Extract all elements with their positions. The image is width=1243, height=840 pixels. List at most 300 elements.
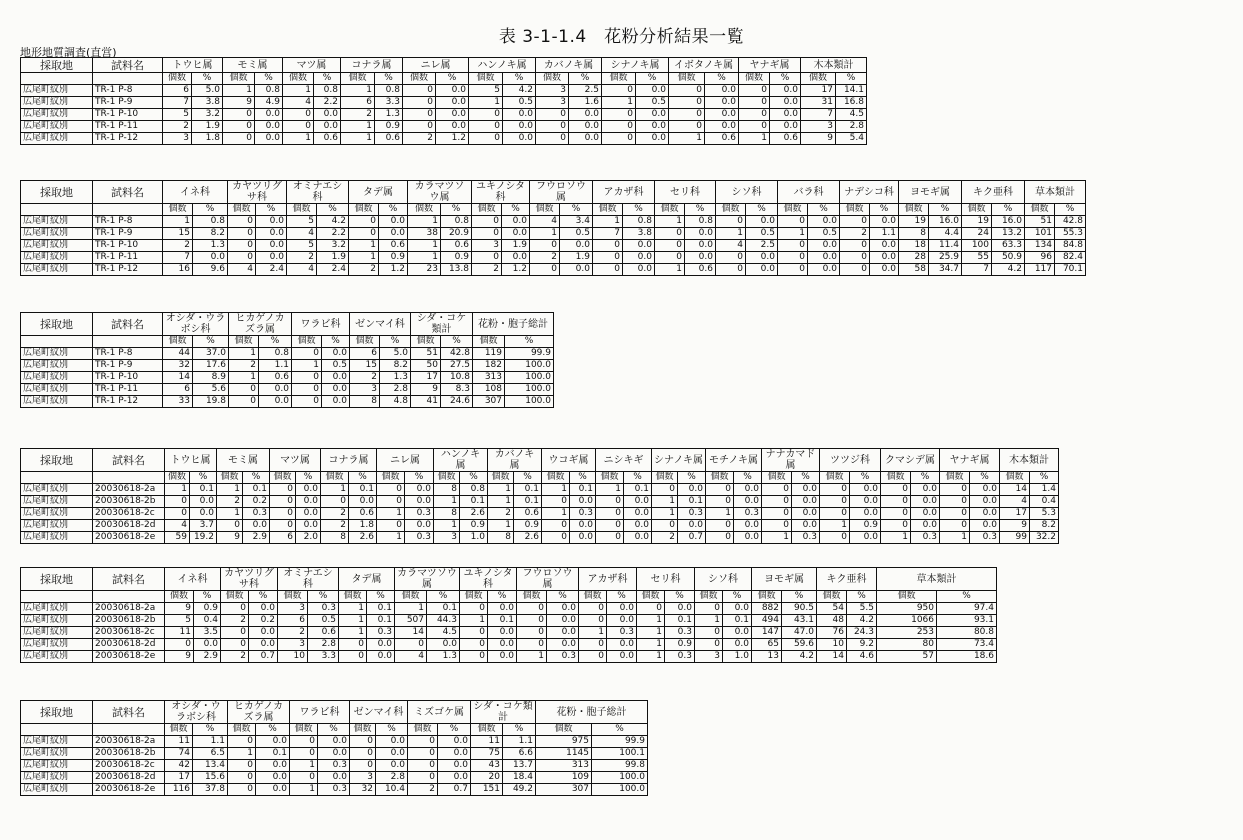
count-cell: 1 (229, 372, 259, 384)
pct-cell: 0.0 (503, 133, 536, 145)
pct-cell: 16.8 (836, 97, 867, 109)
count-cell: 0 (706, 496, 734, 508)
count-label: 個数 (817, 591, 847, 603)
pct-cell: 0.0 (256, 784, 290, 796)
sample-cell: TR-1 P-10 (93, 109, 163, 121)
count-cell: 8 (434, 508, 460, 520)
count-label: 個数 (163, 73, 192, 85)
pct-cell: 0.0 (249, 627, 278, 639)
count-cell: 1 (637, 615, 665, 627)
count-cell: 7 (962, 264, 992, 276)
count-cell: 1 (652, 508, 678, 520)
count-label: 個数 (655, 204, 685, 216)
count-label: 個数 (278, 591, 308, 603)
site-cell: 広尾町紋別 (21, 109, 93, 121)
pct-label: % (870, 204, 899, 216)
count-cell: 0 (602, 133, 636, 145)
taxon-header: ウコギ属 (542, 449, 596, 472)
count-cell: 0 (542, 532, 570, 544)
pct-cell: 0.6 (441, 240, 472, 252)
pct-cell: 25.9 (929, 252, 962, 264)
count-cell: 33 (163, 396, 193, 408)
count-cell: 0 (228, 252, 256, 264)
pct-cell: 0.1 (570, 484, 596, 496)
pct-cell: 0.0 (367, 651, 395, 663)
pct-cell: 24.6 (441, 396, 473, 408)
pct-label: % (259, 336, 292, 348)
taxon-header: シダ・コケ類計 (411, 313, 473, 336)
pct-cell: 0.0 (259, 396, 292, 408)
count-cell: 0 (228, 772, 256, 784)
taxon-header: タデ属 (339, 568, 395, 591)
pct-cell: 0.7 (249, 651, 278, 663)
pct-cell: 13.4 (193, 760, 228, 772)
count-cell: 0 (223, 121, 255, 133)
count-cell: 0 (349, 216, 379, 228)
pct-cell: 0.0 (911, 520, 940, 532)
taxon-header: ニレ属 (403, 58, 469, 73)
pct-cell: 0.0 (770, 121, 801, 133)
count-cell: 1066 (877, 615, 937, 627)
count-cell: 0 (460, 639, 488, 651)
count-cell: 0 (270, 520, 296, 532)
count-label: 個数 (1000, 472, 1030, 484)
pct-cell: 4.5 (836, 109, 867, 121)
count-label: 個数 (669, 73, 705, 85)
count-cell: 4 (287, 264, 317, 276)
count-cell: 507 (395, 615, 427, 627)
pct-cell: 0.0 (734, 532, 762, 544)
taxon-header: ヨモギ属 (752, 568, 817, 591)
taxon-header: カヤツリグサ科 (228, 181, 287, 204)
count-cell: 117 (1025, 264, 1055, 276)
site-header: 採取地 (21, 568, 93, 591)
taxon-header: シナノキ属 (652, 449, 706, 472)
pct-cell: 1.1 (193, 736, 228, 748)
count-cell: 11 (471, 736, 503, 748)
count-cell: 1 (820, 520, 850, 532)
count-cell: 0 (290, 736, 318, 748)
pct-cell: 0.9 (460, 520, 488, 532)
pct-cell: 0.1 (678, 496, 706, 508)
count-label: 個数 (221, 591, 249, 603)
pct-cell: 0.0 (970, 484, 1000, 496)
table-woody-tr1 (20, 57, 867, 145)
sample-header: 試料名 (93, 568, 165, 591)
pct-cell: 1.2 (436, 133, 469, 145)
table-row (21, 520, 1059, 532)
pct-cell: 0.0 (911, 484, 940, 496)
pct-cell: 0.0 (547, 603, 579, 615)
pct-cell: 4.6 (847, 651, 877, 663)
count-label: 個数 (341, 73, 375, 85)
pct-cell: 100.1 (592, 748, 648, 760)
count-cell: 0 (762, 484, 792, 496)
pct-cell: 0.0 (438, 736, 471, 748)
count-cell: 51 (411, 348, 441, 360)
count-label: 個数 (408, 204, 441, 216)
pct-label: % (636, 73, 669, 85)
pct-cell: 14.1 (836, 85, 867, 97)
count-cell: 0 (778, 252, 808, 264)
count-cell: 1 (655, 264, 685, 276)
pct-cell: 0.6 (685, 264, 716, 276)
count-label: 個数 (350, 336, 380, 348)
pct-cell: 49.2 (503, 784, 536, 796)
pct-cell: 0.0 (570, 532, 596, 544)
pct-cell: 0.0 (436, 121, 469, 133)
count-cell: 1 (739, 133, 770, 145)
count-cell: 2 (278, 627, 308, 639)
pct-cell: 2.8 (836, 121, 867, 133)
pct-cell: 37.8 (193, 784, 228, 796)
pct-cell: 47.0 (782, 627, 817, 639)
pct-label: % (438, 724, 471, 736)
pct-cell: 5.3 (1030, 508, 1059, 520)
count-label: 個数 (473, 336, 505, 348)
table-row (21, 384, 554, 396)
pct-cell: 32.2 (1030, 532, 1059, 544)
pct-cell: 59.6 (782, 639, 817, 651)
pct-cell: 18.4 (503, 772, 536, 784)
count-cell: 3 (434, 532, 460, 544)
count-cell: 0 (820, 496, 850, 508)
pct-cell: 0.4 (194, 615, 221, 627)
count-cell: 17 (165, 772, 193, 784)
pct-label: % (570, 472, 596, 484)
site-cell: 広尾町紋別 (21, 520, 93, 532)
count-cell: 1 (408, 216, 441, 228)
sample-cell: 20030618-2b (93, 615, 165, 627)
count-cell: 0 (706, 484, 734, 496)
pct-cell: 16.0 (992, 216, 1025, 228)
pct-cell: 10.8 (441, 372, 473, 384)
count-cell: 14 (817, 651, 847, 663)
pct-cell: 0.0 (256, 216, 287, 228)
pct-cell: 0.0 (405, 520, 434, 532)
count-cell: 0 (350, 748, 376, 760)
count-cell: 0 (652, 484, 678, 496)
pct-label: % (314, 73, 341, 85)
count-cell: 6 (341, 97, 375, 109)
sample-cell: TR-1 P-8 (93, 216, 163, 228)
count-cell: 1 (377, 508, 405, 520)
count-cell: 59 (165, 532, 190, 544)
pct-cell: 0.6 (375, 133, 403, 145)
count-cell: 0 (472, 228, 502, 240)
table-row (21, 121, 867, 133)
taxon-header: ヒカゲノカズラ属 (229, 313, 292, 336)
pct-cell: 0.1 (723, 615, 752, 627)
pct-cell: 5.6 (193, 384, 229, 396)
table-row (21, 109, 867, 121)
sample-cell: TR-1 P-12 (93, 133, 163, 145)
count-cell: 101 (1025, 228, 1055, 240)
pct-cell: 0.0 (569, 109, 602, 121)
pct-cell: 0.0 (190, 508, 217, 520)
pct-cell: 100.0 (505, 384, 554, 396)
count-label: 個数 (350, 724, 376, 736)
taxon-header: マツ属 (270, 449, 321, 472)
pct-cell: 0.0 (488, 627, 517, 639)
pct-cell: 90.5 (782, 603, 817, 615)
count-cell: 307 (536, 784, 592, 796)
pct-cell: 0.9 (665, 639, 695, 651)
count-cell: 0 (517, 639, 547, 651)
pct-cell: 0.0 (488, 651, 517, 663)
count-cell: 0 (270, 484, 296, 496)
taxon-header: カバノキ属 (536, 58, 602, 73)
count-label: 個数 (223, 73, 255, 85)
pct-cell: 0.0 (249, 603, 278, 615)
pct-cell: 0.2 (243, 496, 270, 508)
sample-cell: TR-1 P-11 (93, 384, 163, 396)
count-cell: 0 (517, 627, 547, 639)
pct-cell: 0.0 (808, 216, 840, 228)
pct-cell: 99.8 (592, 760, 648, 772)
pct-cell: 0.0 (488, 603, 517, 615)
count-label: 個数 (820, 472, 850, 484)
pct-cell: 0.8 (314, 85, 341, 97)
count-label: 個数 (228, 204, 256, 216)
taxon-header: モミ属 (217, 449, 270, 472)
count-cell: 0 (593, 252, 623, 264)
pct-label: % (514, 472, 542, 484)
pct-cell: 0.0 (607, 639, 637, 651)
count-label: 個数 (706, 472, 734, 484)
count-cell: 8 (899, 228, 929, 240)
count-cell: 0 (762, 520, 792, 532)
count-cell: 19 (899, 216, 929, 228)
taxon-header: マツ属 (283, 58, 341, 73)
pct-label: % (929, 204, 962, 216)
pct-cell: 1.3 (375, 109, 403, 121)
count-cell: 4 (395, 651, 427, 663)
pct-cell: 0.9 (441, 252, 472, 264)
count-cell: 17 (1000, 508, 1030, 520)
pct-cell: 0.9 (514, 520, 542, 532)
taxon-header: 草本類計 (877, 568, 997, 591)
pct-cell: 100.0 (505, 372, 554, 384)
pct-label: % (249, 591, 278, 603)
count-cell: 1 (881, 532, 911, 544)
taxon-header: シナノキ属 (602, 58, 669, 73)
pct-cell: 3.2 (192, 109, 223, 121)
pct-label: % (441, 336, 473, 348)
pct-cell: 2.5 (569, 85, 602, 97)
count-cell: 5 (287, 240, 317, 252)
count-cell: 6 (278, 615, 308, 627)
count-cell: 28 (899, 252, 929, 264)
pct-cell: 8.3 (441, 384, 473, 396)
pct-cell: 1.6 (569, 97, 602, 109)
taxon-header: フウロソウ属 (530, 181, 593, 204)
count-cell: 0 (596, 532, 624, 544)
blank-cell (93, 73, 163, 85)
pct-cell: 1.1 (259, 360, 292, 372)
count-cell: 0 (778, 264, 808, 276)
blank-cell (21, 472, 93, 484)
sample-cell: TR-1 P-10 (93, 240, 163, 252)
count-cell: 0 (283, 121, 314, 133)
pct-cell: 0.0 (723, 603, 752, 615)
taxon-header: アカザ科 (593, 181, 655, 204)
pct-cell: 0.3 (911, 532, 940, 544)
pct-cell: 0.0 (685, 252, 716, 264)
pct-cell: 13.2 (992, 228, 1025, 240)
count-label: 個数 (602, 73, 636, 85)
site-cell: 広尾町紋別 (21, 360, 93, 372)
count-cell: 0 (530, 264, 560, 276)
pct-cell: 97.4 (937, 603, 997, 615)
pct-cell: 4.2 (847, 615, 877, 627)
count-cell: 0 (778, 216, 808, 228)
count-label: 個数 (349, 204, 379, 216)
count-cell: 0 (536, 121, 569, 133)
count-label: 個数 (408, 724, 438, 736)
table-row (21, 603, 997, 615)
count-cell: 1145 (536, 748, 592, 760)
pct-cell: 0.0 (734, 496, 762, 508)
count-cell: 0 (593, 264, 623, 276)
pct-cell: 0.0 (194, 639, 221, 651)
pct-cell: 0.0 (623, 264, 655, 276)
pct-cell: 0.1 (190, 484, 217, 496)
pct-cell: 1.9 (192, 121, 223, 133)
count-cell: 1 (217, 484, 243, 496)
sample-cell: 20030618-2c (93, 627, 165, 639)
count-cell: 1 (460, 615, 488, 627)
count-cell: 0 (292, 372, 322, 384)
taxon-header: 花粉・胞子総計 (536, 701, 648, 724)
site-cell: 広尾町紋別 (21, 748, 93, 760)
count-cell: 1 (408, 252, 441, 264)
pct-cell: 0.0 (569, 133, 602, 145)
count-cell: 0 (460, 603, 488, 615)
count-cell: 1 (228, 748, 256, 760)
taxon-header: コナラ属 (341, 58, 403, 73)
pct-label: % (380, 336, 411, 348)
site-cell: 広尾町紋別 (21, 121, 93, 133)
count-label: 個数 (962, 204, 992, 216)
count-cell: 2 (840, 228, 870, 240)
pct-cell: 0.0 (249, 639, 278, 651)
pct-cell: 4.2 (992, 264, 1025, 276)
count-cell: 0 (223, 133, 255, 145)
count-cell: 4 (228, 264, 256, 276)
count-cell: 0 (762, 508, 792, 520)
table-row (21, 736, 648, 748)
count-cell: 1 (579, 627, 607, 639)
table-row (21, 133, 867, 145)
count-cell: 8 (434, 484, 460, 496)
site-cell: 広尾町紋別 (21, 651, 93, 663)
pct-cell: 0.0 (255, 133, 283, 145)
count-cell: 0 (377, 496, 405, 508)
pct-cell: 0.0 (792, 520, 820, 532)
site-cell: 広尾町紋別 (21, 372, 93, 384)
pct-cell: 0.1 (665, 615, 695, 627)
taxon-header: カバノキ属 (488, 449, 542, 472)
pct-cell: 6.6 (503, 748, 536, 760)
pct-cell: 1.8 (349, 520, 377, 532)
table-row (21, 627, 997, 639)
taxon-header: ニレ属 (377, 449, 434, 472)
count-label: 個数 (292, 336, 322, 348)
count-cell: 4 (530, 216, 560, 228)
count-cell: 1 (530, 228, 560, 240)
count-label: 個数 (940, 472, 970, 484)
count-cell: 2 (530, 252, 560, 264)
count-cell: 2 (488, 508, 514, 520)
pct-cell: 0.8 (255, 85, 283, 97)
count-cell: 0 (221, 639, 249, 651)
count-cell: 2 (349, 264, 379, 276)
count-cell: 6 (270, 532, 296, 544)
pct-cell: 100.0 (592, 772, 648, 784)
count-label: 個数 (488, 472, 514, 484)
pct-cell: 0.0 (314, 109, 341, 121)
count-cell: 1 (349, 252, 379, 264)
taxon-header: ナデシコ科 (840, 181, 899, 204)
count-cell: 313 (473, 372, 505, 384)
pct-label: % (911, 472, 940, 484)
pct-cell: 0.0 (808, 264, 840, 276)
pct-cell: 19.2 (190, 532, 217, 544)
pct-cell: 3.8 (192, 97, 223, 109)
pct-cell: 0.0 (970, 508, 1000, 520)
count-cell: 1 (283, 133, 314, 145)
count-cell: 2 (229, 360, 259, 372)
count-cell: 10 (278, 651, 308, 663)
pct-cell: 0.3 (308, 603, 339, 615)
pct-cell: 0.6 (770, 133, 801, 145)
blank-cell (93, 591, 165, 603)
pct-cell: 0.1 (624, 484, 652, 496)
taxon-header: トウヒ属 (163, 58, 223, 73)
count-cell: 0 (165, 639, 194, 651)
table-row (21, 396, 554, 408)
pct-cell: 11.4 (929, 240, 962, 252)
pct-cell: 0.0 (259, 384, 292, 396)
count-cell: 2 (221, 651, 249, 663)
pct-label: % (367, 591, 395, 603)
pct-cell: 0.1 (427, 603, 460, 615)
count-label: 個数 (530, 204, 560, 216)
count-cell: 0 (596, 508, 624, 520)
count-cell: 31 (801, 97, 836, 109)
pct-label: % (665, 591, 695, 603)
count-cell: 0 (377, 520, 405, 532)
taxon-header: ヨモギ属 (899, 181, 962, 204)
unit-row (21, 472, 1059, 484)
pct-cell: 73.4 (937, 639, 997, 651)
count-cell: 0 (350, 760, 376, 772)
count-cell: 1 (669, 133, 705, 145)
table-row (21, 748, 648, 760)
site-cell: 広尾町紋別 (21, 396, 93, 408)
taxon-header: キク亜科 (962, 181, 1025, 204)
count-cell: 0 (403, 109, 436, 121)
count-label: 個数 (536, 724, 592, 736)
count-cell: 23 (408, 264, 441, 276)
pct-cell: 0.0 (850, 532, 881, 544)
sample-header: 試料名 (93, 313, 163, 336)
pct-label: % (376, 724, 408, 736)
sample-cell: TR-1 P-8 (93, 85, 163, 97)
pct-cell: 8.2 (193, 228, 228, 240)
pct-label: % (782, 591, 817, 603)
